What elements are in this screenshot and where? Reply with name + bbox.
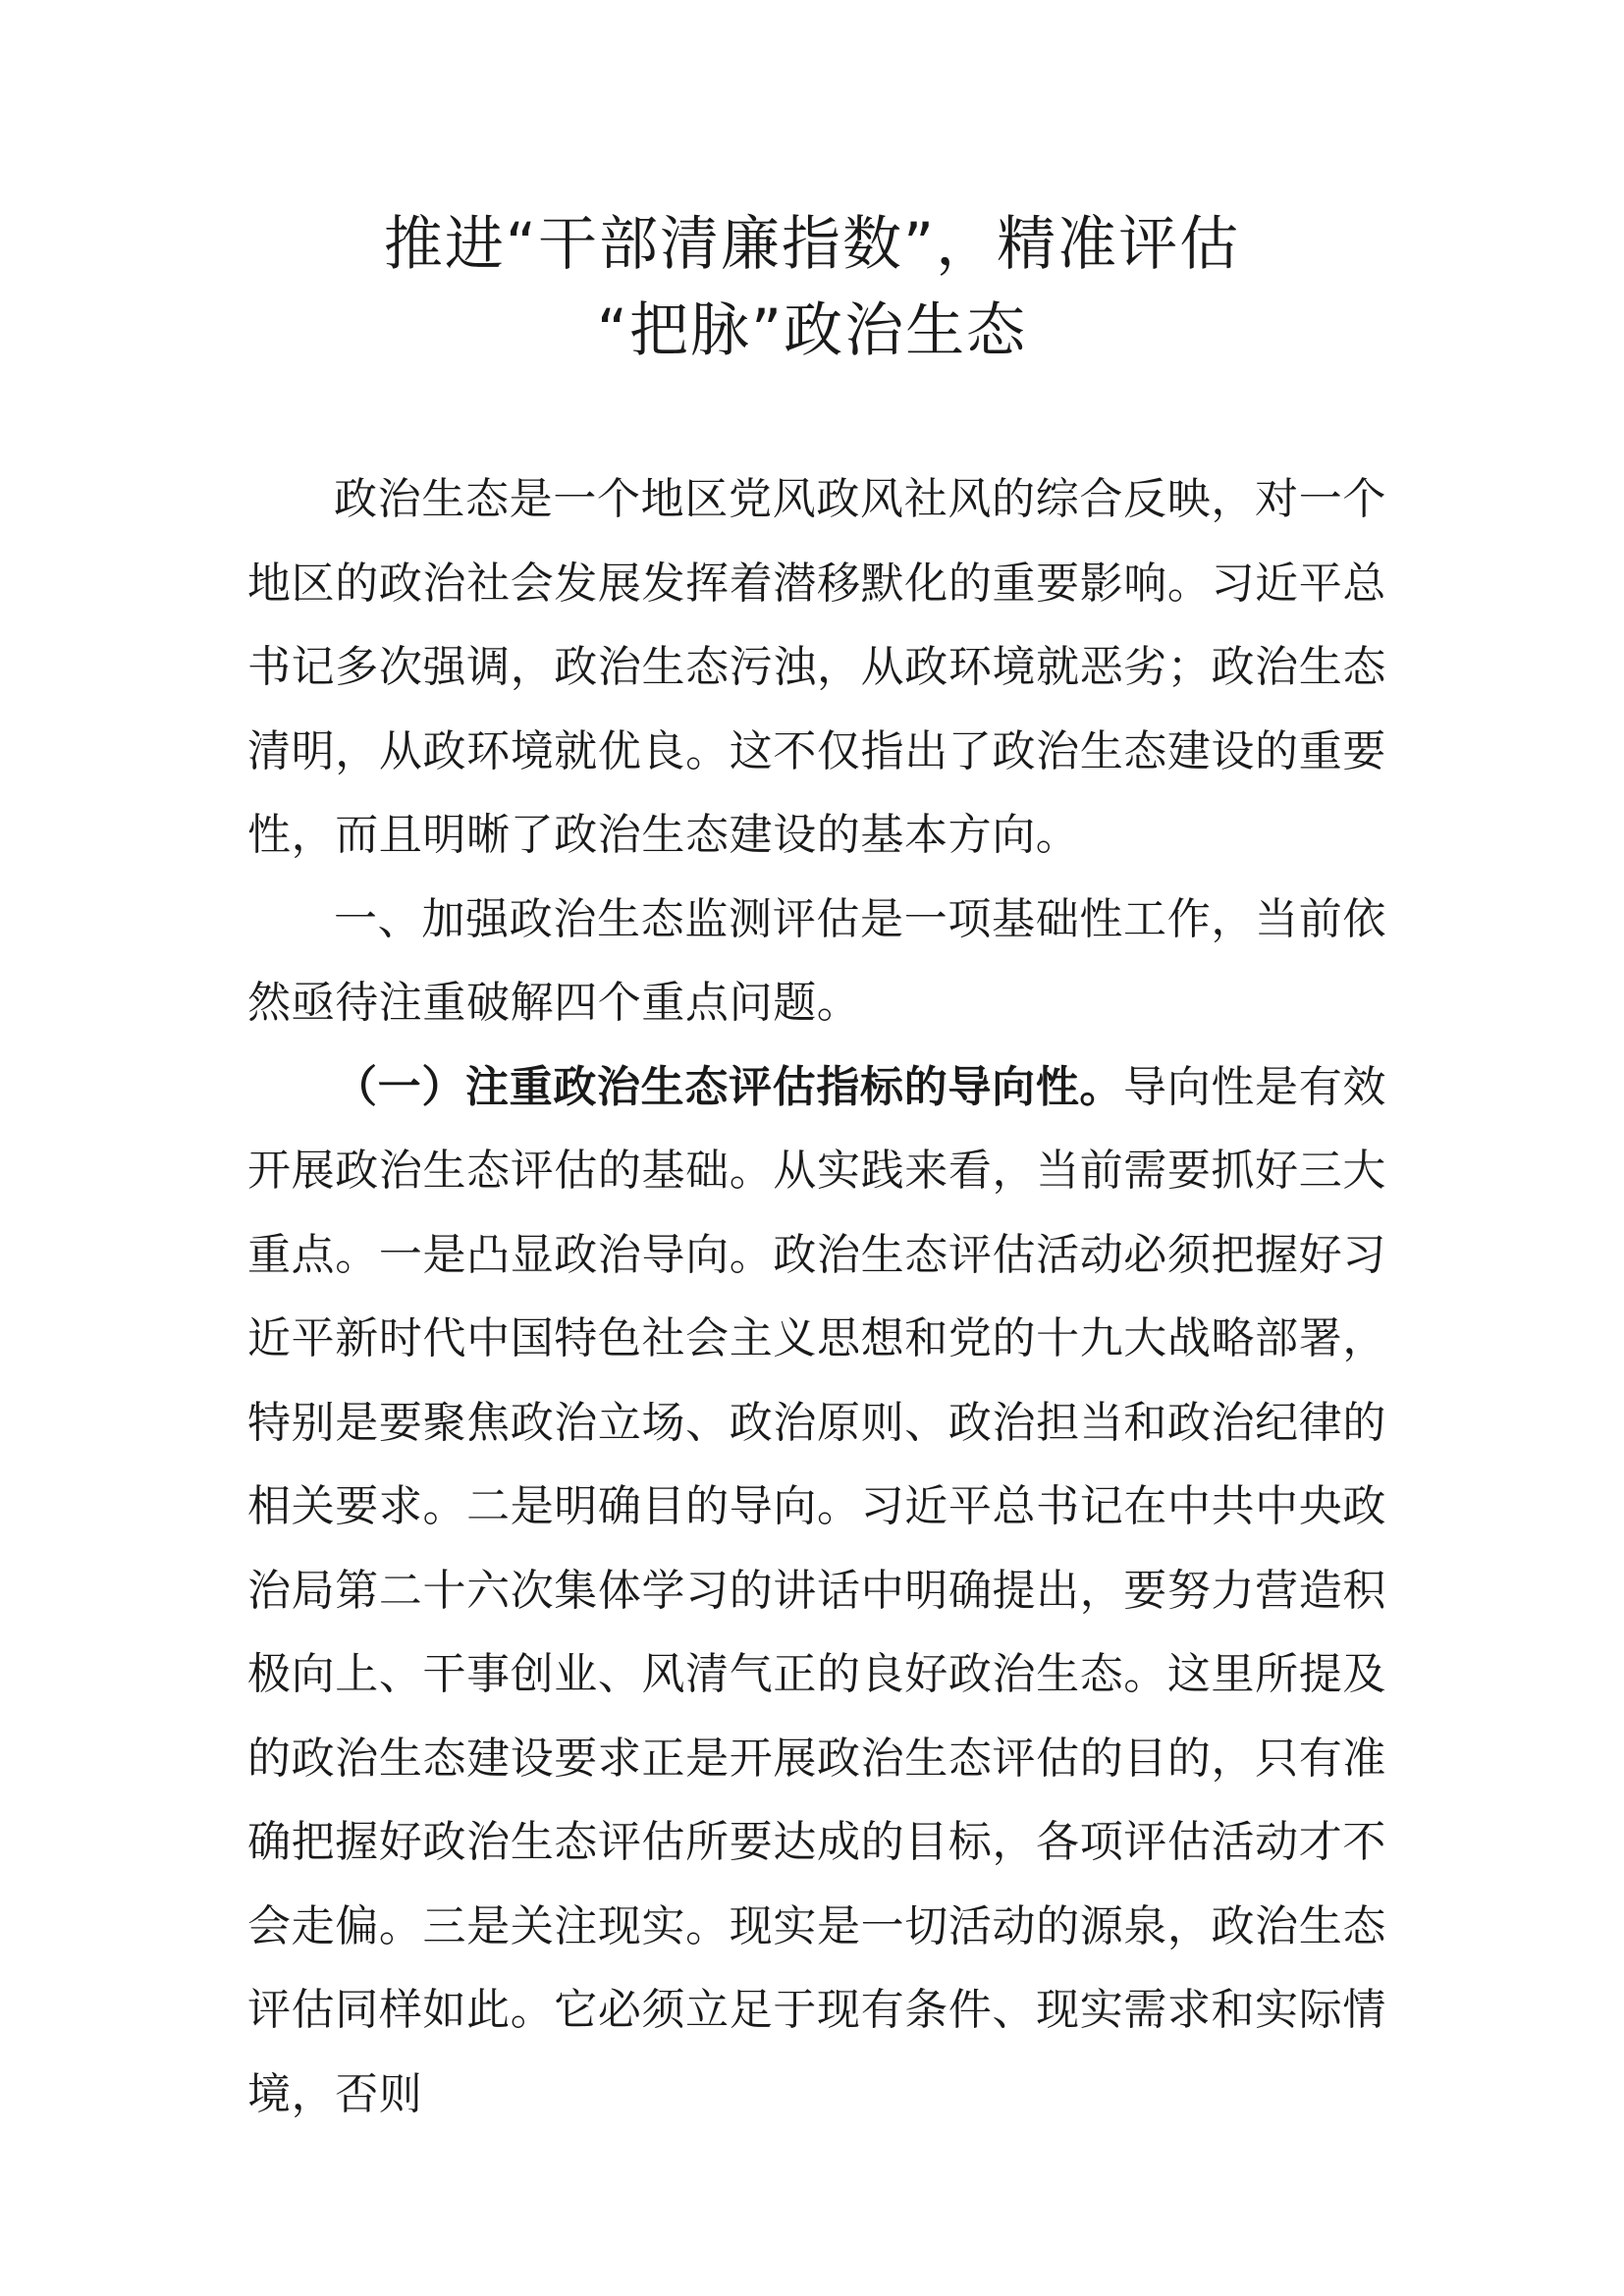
subsection-heading: （一）注重政治生态评估指标的导向性。 xyxy=(334,1061,1124,1112)
paragraph-subsection-one xyxy=(247,1045,1386,2137)
title-line-1: 推进“干部清廉指数”，精准评估 xyxy=(383,210,1241,279)
paragraph-intro: 政治生态是一个地区党风政风社风的综合反映，对一个地区的政治社会发展发挥着潜移默化的重要影响。习近平总书记多次强调，政治生态污浊，从政环境就恶劣；政治生态清明，从政环境就优良。这不仅指出了政治生态建设的重要性，而且明晰了政治生态建设的基本方向。 xyxy=(247,474,1386,860)
title-line-2: “把脉”政治生态 xyxy=(596,296,1028,365)
subsection-body: 导向性是有效开展政治生态评估的基础。从实践来看，当前需要抓好三大重点。一是凸显政治导向。政治生态评估活动必须把握好习近平新时代中国特色社会主义思想和党的十九大战略部署，特别是要聚焦政治立场、政治原则、政治担当和政治纪律的相关要求。二是明确目的导向。习近平总书记在中共中央政治局第二十六次集体学习的讲话中明确提出，要努力营造积极向上、干事创业、风清气正的良好政治生态。这里所提及的政治生态建设要求正是开展政治生态评估的目的，只有准确把握好政治生态评估所要达成的目标，各项评估活动才不会走偏。三是关注现实。现实是一切活动的源泉，政治生态评估同样如此。它必须立足于现有条件、现实需求和实际情境，否则 xyxy=(247,1061,1386,2119)
document-body xyxy=(247,457,1386,2136)
document-title xyxy=(245,201,1379,374)
paragraph-section-one: 一、加强政治生态监测评估是一项基础性工作，当前依然亟待注重破解四个重点问题。 xyxy=(247,893,1386,1028)
